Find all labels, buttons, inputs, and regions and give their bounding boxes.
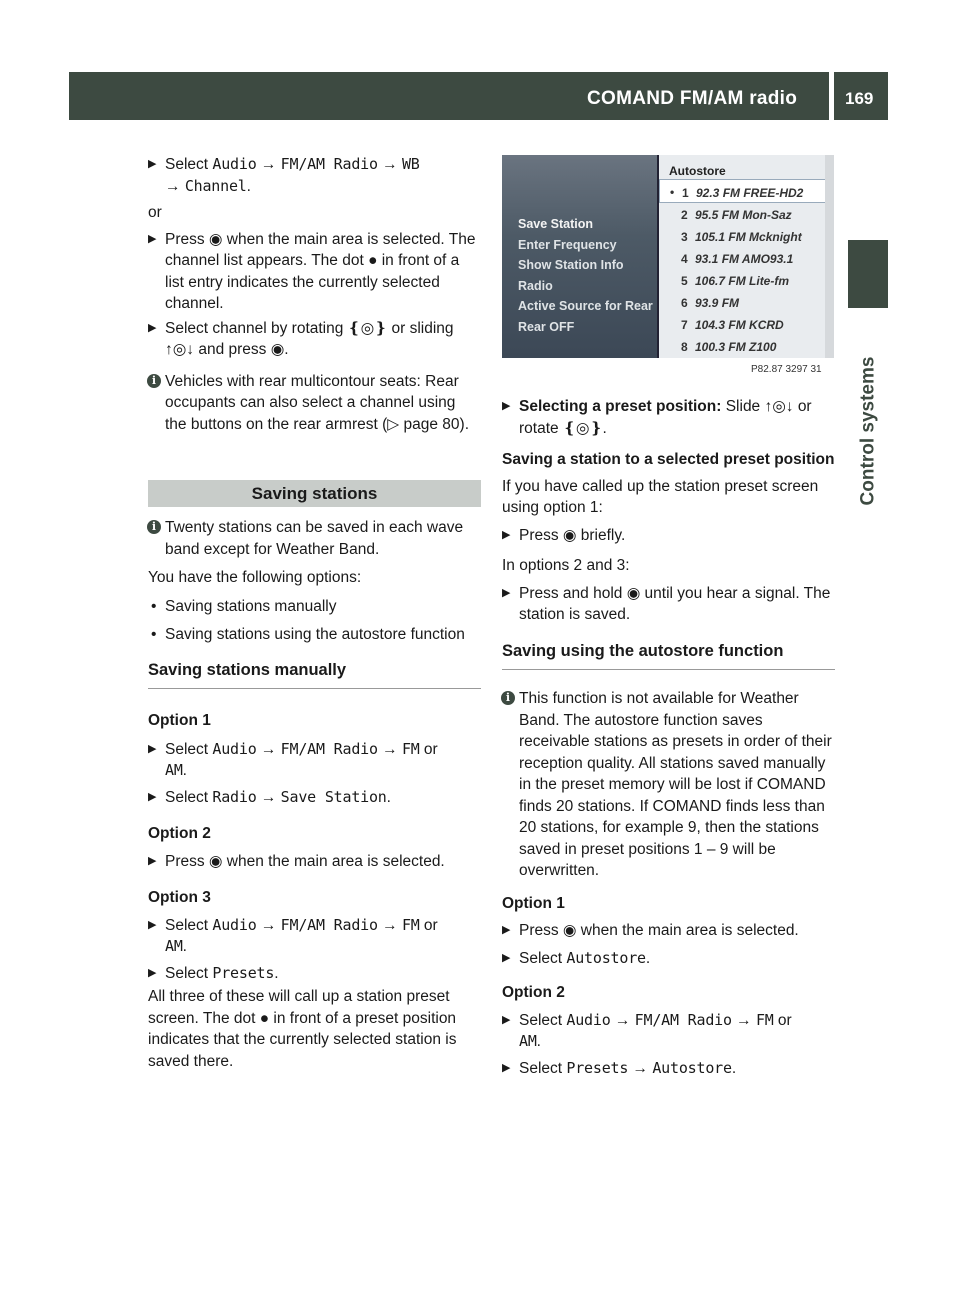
- option-2-heading: Option 2: [148, 825, 211, 842]
- step-arrow-icon: ▶: [502, 1061, 511, 1074]
- step-arrow-icon: ▶: [502, 951, 511, 964]
- menu-item: Save Station: [518, 217, 594, 231]
- right-column: [502, 396, 835, 1079]
- autostore-option-2-heading: Option 2: [502, 984, 565, 1001]
- image-caption: P82.87 3297 31: [751, 364, 822, 375]
- step-select-wb-channel: ▶ Select Audio → FM/AM Radio → WB → Channel.: [148, 155, 420, 195]
- comand-screen-image: [502, 155, 834, 358]
- info-icon: i: [147, 374, 161, 388]
- step-arrow-icon: ▶: [502, 400, 511, 412]
- preset-list-title: Autostore: [669, 164, 726, 178]
- bullet-icon: •: [151, 626, 157, 643]
- or-text: or: [148, 204, 162, 221]
- menu-item: Enter Frequency: [518, 238, 617, 252]
- options-intro: You have the following options:: [148, 569, 362, 586]
- option1-intro: If you have called up the station preset screen using option 1:: [502, 477, 819, 516]
- section-heading-saving-stations: Saving stations: [148, 480, 481, 507]
- bullet-icon: •: [151, 597, 157, 615]
- step-option1-save-station: ▶ Select Radio → Save Station.: [148, 787, 481, 809]
- chapter-tab: [848, 316, 888, 546]
- step-arrow-icon: ▶: [148, 158, 157, 170]
- bullet-item: • Saving stations manually: [148, 596, 481, 618]
- step-arrow-icon: ▶: [148, 918, 157, 931]
- step-option1-select-band: ▶ Select Audio → FM/AM Radio → FM or AM.: [148, 739, 438, 779]
- option-1-heading: Option 1: [148, 712, 211, 729]
- menu-item: Radio: [518, 279, 553, 293]
- step-arrow-icon: ▶: [502, 1013, 511, 1026]
- preset-screen-note: All three of these will call up a station preset screen. The dot ● in front of a preset position indicates that the currently selected station is saved there.: [148, 988, 457, 1070]
- step-arrow-icon: ▶: [148, 742, 157, 755]
- step-press-briefly: ▶ Press ◉ briefly.: [502, 525, 835, 547]
- left-column: [148, 154, 481, 1072]
- subheading-saving-manually: Saving stations manually: [148, 660, 481, 690]
- step-option3-presets: ▶ Select Presets.: [148, 963, 481, 985]
- step-select-autostore: ▶ Select Autostore.: [502, 948, 835, 970]
- preset-row: 7 104.3 FM KCRD: [681, 318, 784, 332]
- step-option2-press: ▶ Press ◉ when the main area is selected.: [148, 851, 481, 873]
- step-option3-select-band: ▶ Select Audio → FM/AM Radio → FM or AM.: [148, 915, 438, 955]
- step-arrow-icon: ▶: [148, 321, 157, 334]
- preset-row: 2 95.5 FM Mon-Saz: [681, 208, 792, 222]
- chapter-tab-label: Control systems: [857, 356, 879, 506]
- step-autostore-select-band: ▶ Select Audio → FM/AM Radio → FM or AM.: [502, 1010, 792, 1050]
- step-autostore-press: ▶ Press ◉ when the main area is selected.: [502, 920, 835, 942]
- screen-menu: [502, 155, 657, 358]
- screen-scrollbar: [825, 155, 834, 358]
- autostore-option-1-heading: Option 1: [502, 894, 565, 912]
- step-select-channel: ▶ Select channel by rotating ❴◎❵ or sliding ↑◎↓ and press ◉.: [148, 319, 454, 358]
- preset-row: 5 106.7 FM Lite-fm: [681, 274, 790, 288]
- step-arrow-icon: ▶: [502, 924, 511, 936]
- step-press-main-area: ▶ Press ◉ when the main area is selected. The channel list appears. The dot ● in front of a list entry indicates the currently selected channel.: [148, 230, 476, 312]
- info-icon: i: [501, 691, 515, 705]
- menu-item: Active Source for Rear: [518, 299, 653, 313]
- info-icon: i: [147, 520, 161, 534]
- options-2-3-intro: In options 2 and 3:: [502, 557, 630, 574]
- selected-dot-icon: •: [670, 185, 675, 199]
- subheading-autostore: Saving using the autostore function: [502, 641, 835, 671]
- preset-row: 3 105.1 FM Mcknight: [681, 230, 802, 244]
- step-arrow-icon: ▶: [502, 586, 511, 599]
- step-selecting-preset: ▶ Selecting a preset position: Slide ↑◎↓ or rotate ❴◎❵.: [502, 398, 812, 437]
- bullet-item: • Saving stations using the autostore function: [148, 624, 481, 646]
- step-presets-autostore: ▶ Select Presets → Autostore.: [502, 1058, 835, 1080]
- preset-row: 4 93.1 FM AMO93.1: [681, 252, 794, 266]
- step-arrow-icon: ▶: [148, 232, 157, 245]
- screen-preset-list: [659, 155, 825, 358]
- step-arrow-icon: ▶: [148, 854, 157, 867]
- preset-row-selected: • 1 92.3 FM FREE-HD2: [659, 179, 827, 203]
- page-title: COMAND FM/AM radio: [587, 88, 798, 109]
- page-number: 169: [845, 89, 874, 108]
- info-note-rear-seats: i Vehicles with rear multicontour seats: Rear occupants can also select a channel using the buttons on the rear armrest (▷ page 80).: [148, 371, 481, 436]
- page-number-box: [834, 72, 888, 120]
- chapter-tab-marker: [848, 240, 888, 308]
- step-arrow-icon: ▶: [502, 528, 511, 541]
- menu-item: Show Station Info: [518, 258, 624, 272]
- info-note-autostore: i This function is not available for Weather Band. The autostore function saves receivable stations as presets in order of their reception quality. All stations saved manually in the preset memory will be lost if COMAND finds 20 stations. If COMAND finds less than 20 stations, for example 9, then the stations saved in preset positions 1 – 9 will be overwritten.: [502, 688, 835, 882]
- info-note-twenty-stations: i Twenty stations can be saved in each wave band except for Weather Band.: [148, 517, 481, 560]
- step-press-hold: ▶ Press and hold ◉ until you hear a signal. The station is saved.: [502, 584, 831, 623]
- step-arrow-icon: ▶: [148, 966, 157, 979]
- heading-saving-to-preset: Saving a station to a selected preset position: [502, 451, 835, 468]
- step-arrow-icon: ▶: [148, 790, 157, 803]
- preset-row: 8 100.3 FM Z100: [681, 340, 777, 354]
- preset-row: 6 93.9 FM: [681, 296, 740, 310]
- menu-item: Rear OFF: [518, 320, 575, 334]
- option-3-heading: Option 3: [148, 889, 211, 906]
